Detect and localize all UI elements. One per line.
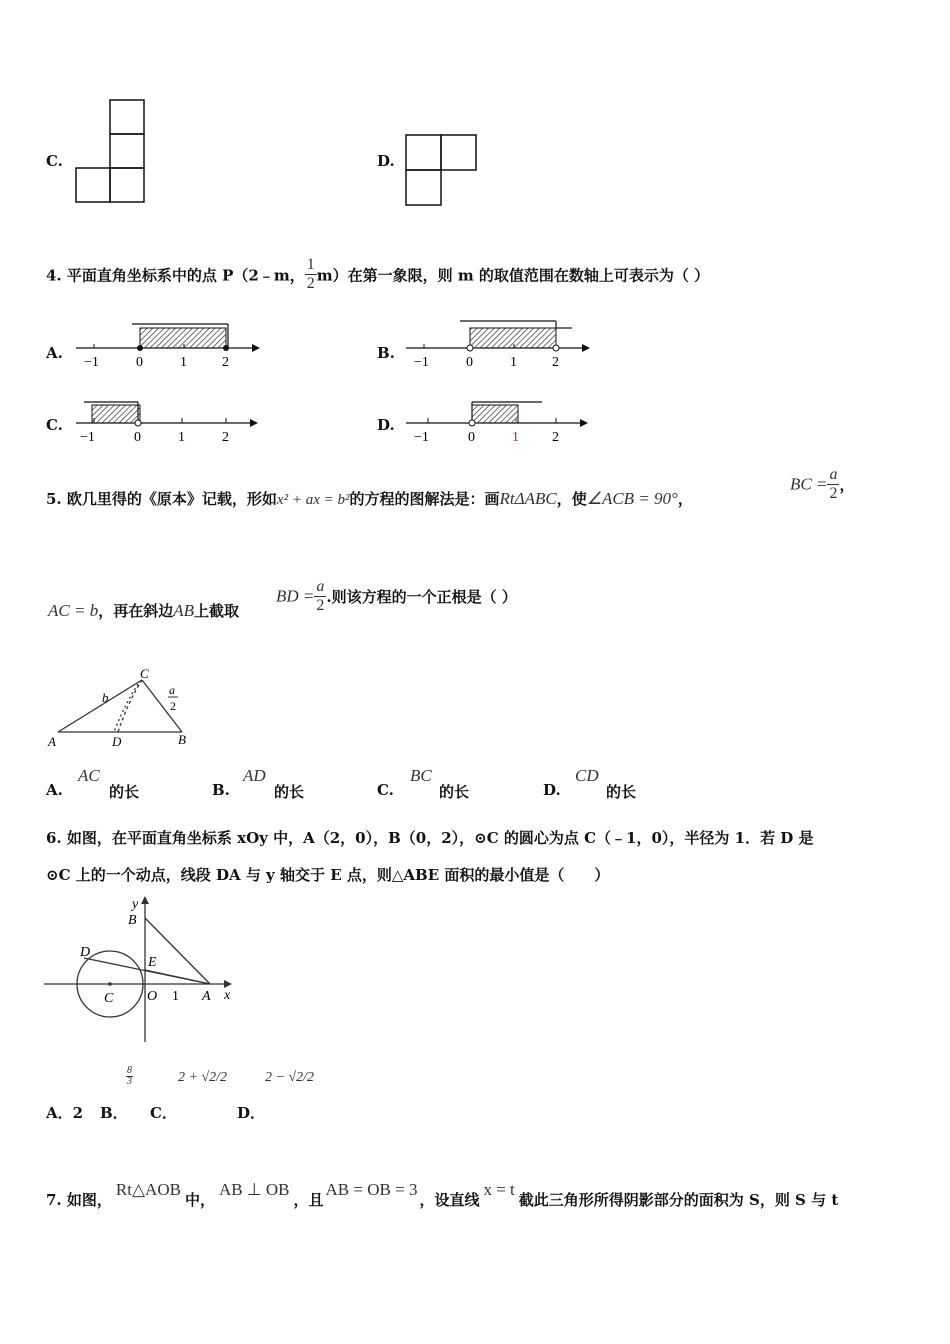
q5-bc-frac-a: a [829,466,838,483]
q5-bd-frac-a: a [316,578,325,595]
q4-option-c-numberline [72,396,262,448]
q5-fig-a: A [48,734,56,749]
q4-option-b-label: B. [377,344,395,362]
q5-eq2: RtΔABC [499,489,557,508]
q4-option-b-numberline [402,318,592,374]
q4-frac-den: 2 [306,275,315,292]
q7-eq1: Rt△AOB [115,1180,181,1199]
q5-triangle-figure [42,666,202,750]
q7-text3: ，且 [293,1191,324,1209]
q4-number: 4. [46,266,62,285]
q5-text7: 上截取 [194,602,240,620]
q5-option-a-suffix: 的长 [109,783,140,801]
q7-eq3: AB = OB = 3 [325,1180,418,1199]
q4-text-a: 平面直角坐标系中的点 P（2﹣m， [66,266,305,285]
q6-option-c-label: C． [150,1104,177,1122]
q4-option-a-numberline [72,318,262,374]
q7-number: 7. [46,1191,62,1209]
q3-option-c-label: C. [46,152,63,170]
q5-option-a-label: A. [46,781,63,799]
q6-fig-y: y [132,897,139,912]
q6-option-d-value: 2 − √2/2 [265,1070,315,1085]
q6-coordinate-figure [42,896,234,1046]
q4d-tick-0: 0 [468,430,475,445]
q7-eq4: x = t [483,1180,515,1199]
q5-text5: ， [839,476,855,494]
q5-text8: .则该方程的一个正根是（ ） [326,588,517,606]
q5-number: 5. [46,490,62,508]
q5-fig-b: B [178,732,186,747]
q7-stem [46,1180,839,1210]
q5-bc-expression [790,466,854,503]
q5-text3: ，使 [556,490,587,508]
q5-option-a-seg: AC [78,766,100,785]
q4-stem [46,258,709,295]
q5-fig-b-side: b [102,690,109,705]
q4a-tick-1: 1 [180,355,187,370]
q4-text-b: m）在第一象限，则 m 的取值范围在数轴上可表示为（ ） [316,266,710,285]
q4a-tick-neg1: −1 [84,355,99,370]
q6-option-d-label: D． [237,1104,266,1122]
q6-fig-c: C [104,991,114,1006]
q4a-tick-2: 2 [222,355,229,370]
q5-bd-frac [314,578,326,615]
q5-option-d-label: D. [543,781,561,799]
q5-bd-frac-2: 2 [316,597,325,614]
q5-stem-line1 [46,488,693,509]
q4d-tick-2: 2 [552,430,559,445]
q5-fig-d: D [112,734,122,749]
q7-eq2: AB ⊥ OB [218,1180,290,1199]
q5-option-b-seg: AD [243,766,266,785]
q5-text6: ，再在斜边 [98,602,174,620]
q6-option-c-value: 2 + √2/2 [178,1070,228,1085]
q4-frac-num: 1 [306,256,315,273]
q4-option-d-label: D. [377,416,395,434]
q5-option-c-seg: BC [410,766,432,785]
q6-option-b-label: B． [100,1104,128,1122]
q6-option-a: A．2 [46,1104,84,1122]
q3-option-d-label: D. [377,152,395,170]
q3-option-d-figure [402,131,482,211]
q5-option-b-suffix: 的长 [274,783,305,801]
q7-text1: 如图， [66,1191,112,1209]
q5-fig-two: 2 [170,699,176,713]
q5-bd-lhs: BD = [276,586,315,606]
q6-val-b-den: 3 [127,1076,132,1087]
q5-option-d-seg: CD [575,766,599,785]
q6-fig-o: O [147,989,158,1004]
q4c-tick-neg1: −1 [80,430,95,445]
q5-option-c-suffix: 的长 [439,783,470,801]
q4d-tick-neg1: −1 [414,430,429,445]
q5-text4: ， [677,490,693,508]
q7-text4: ，设直线 [419,1191,480,1209]
q5-eq4: AC = b [48,601,99,620]
q6-number: 6. [46,829,62,847]
q4b-tick-1: 1 [510,355,517,370]
q6-fig-e: E [148,955,157,970]
q4c-tick-1: 1 [178,430,185,445]
q4c-tick-0: 0 [134,430,141,445]
q6-fig-a: A [202,989,211,1004]
q6-option-b-value [126,1066,133,1087]
q4-option-a-label: A. [46,344,63,362]
q5-bd-expression [276,578,517,615]
q5-eq3: ∠ACB = 90° [586,489,678,508]
q6-fig-x: x [224,988,231,1003]
q6-stem-line2: ⊙C 上的一个动点，线段 DA 与 y 轴交于 E 点，则△ABE 面积的最小值是（ ） [46,866,610,884]
q6-fig-b: B [128,913,137,928]
q6-fig-one: 1 [172,989,179,1004]
q4b-tick-2: 2 [552,355,559,370]
q5-text1: 欧几里得的《原本》记载，形如 [66,490,277,508]
q5-option-c-label: C. [377,781,394,799]
q5-text2: 的方程的图解法是：画 [349,490,500,508]
q5-bc-lhs: BC = [790,474,828,494]
q5-eq1: x² + ax = b² [276,492,350,508]
q5-bc-frac [827,466,839,503]
q4b-tick-neg1: −1 [414,355,429,370]
q4b-tick-0: 0 [466,355,473,370]
q5-eq5: AB [173,601,194,620]
q4c-tick-2: 2 [222,430,229,445]
q4-fraction [305,256,317,293]
q4-option-c-label: C. [46,416,63,434]
q5-fig-c: C [140,666,149,681]
q6-val-b-num: 8 [127,1065,132,1076]
q5-fig-a-side: a [169,683,175,697]
q4-option-d-numberline [402,396,592,448]
q4a-tick-0: 0 [136,355,143,370]
q4d-tick-1: 1 [512,430,519,445]
q6-line1: 如图，在平面直角坐标系 xOy 中，A（2，0），B（0，2），⊙C 的圆心为点 C（﹣1，0），半径为 1．若 D 是 [66,829,814,847]
q5-bc-frac-2: 2 [829,485,838,502]
q3-option-c-figure [70,96,150,208]
q6-fig-d: D [80,945,91,960]
q5-stem-line2 [48,600,239,621]
q6-stem-line1 [46,827,814,848]
q7-text5: 截此三角形所得阴影部分的面积为 S，则 S 与 t [518,1191,839,1209]
q5-option-d-suffix: 的长 [606,783,637,801]
q5-option-b-label: B. [212,781,230,799]
q7-text2: 中， [184,1191,215,1209]
